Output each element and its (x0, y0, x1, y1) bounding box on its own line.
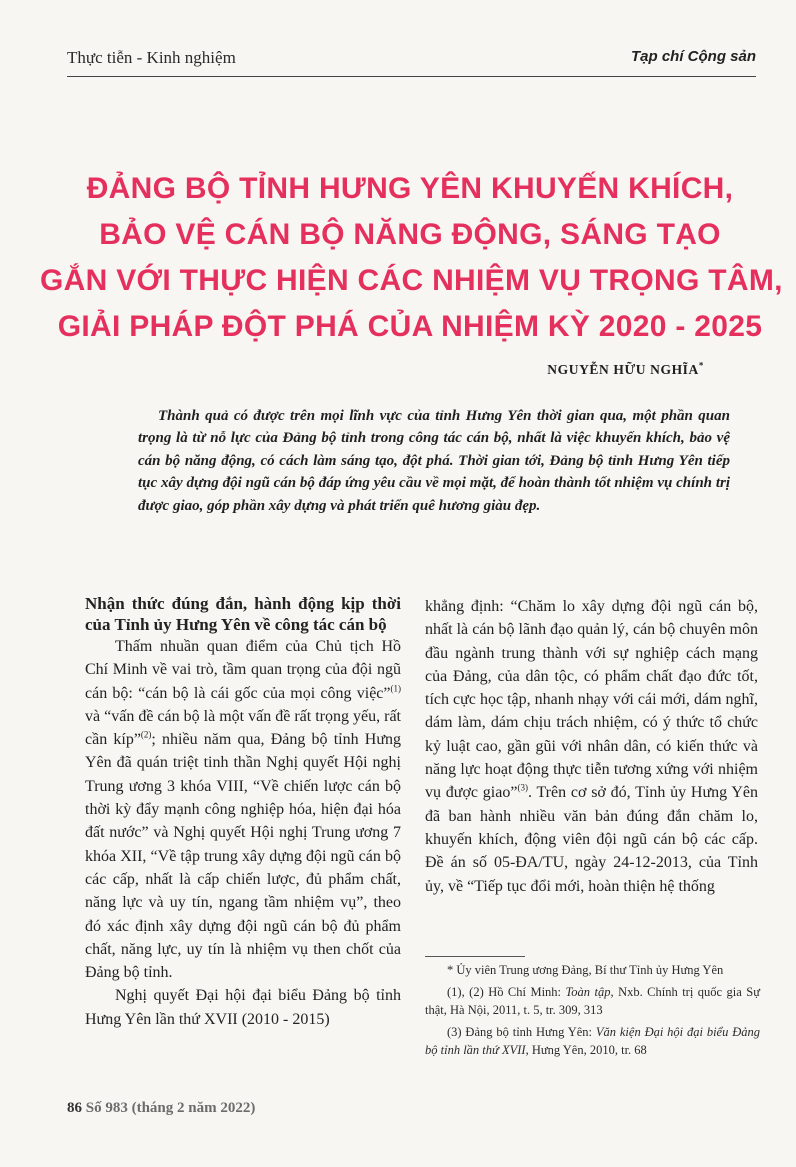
footnote-ref: (3) (517, 783, 528, 794)
section-heading: Nhận thức đúng đắn, hành động kịp thời của Tỉnh ủy Hưng Yên về công tác cán bộ (85, 594, 401, 634)
text-run: , Nxb. Chính trị quốc gia Sự thật, Hà Nội, 2011, t. 5, tr. 309, 313 (425, 985, 760, 1017)
footnote-ref: (1) (390, 683, 401, 694)
issue-info: Số 983 (tháng 2 năm 2022) (85, 1100, 256, 1116)
footnote-ref: (2) (140, 729, 152, 740)
cited-title: Văn kiện Đại hội đại biểu Đảng bộ tỉnh lần thứ XVII (425, 1025, 760, 1057)
header-divider (67, 76, 756, 77)
right-column (425, 595, 758, 898)
text-run: Thấm nhuần quan điểm của Chủ tịch Hồ Chí Minh về vai trò, tầm quan trọng của đội ngũ cán bộ: “cán bộ là cái gốc của mọi công việc” (85, 638, 401, 702)
text-run: khẳng định: “Chăm lo xây dựng đội ngũ cán bộ, nhất là cán bộ lãnh đạo quản lý, cán bộ chuyên môn đầu ngành trung thành với sự nghiệp cách mạng của Đảng, của dân tộc, có phẩm chất đạo đức tốt, tích cực học tập, nhanh nhạy với cái mới, dám nghĩ, dám làm, dám chịu trách nhiệm, có ý thức tổ chức kỷ luật cao, gần gũi với nhân dân, có kiến thức và năng lực hoạt động thực tiễn tương xứng với nhiệm vụ được giao” (425, 598, 758, 802)
footnote-divider (425, 956, 525, 957)
abstract-text: Thành quả có được trên mọi lĩnh vực của tỉnh Hưng Yên thời gian qua, một phần quan trọng là từ nỗ lực của Đảng bộ tỉnh trong công tác cán bộ, nhất là việc khuyến khích, bảo vệ cán bộ năng động, có cách làm sáng tạo, đột phá. Thời gian tới, Đảng bộ tỉnh Hưng Yên tiếp tục xây dựng đội ngũ cán bộ đáp ứng yêu cầu về mọi mặt, để hoàn thành tốt nhiệm vụ chính trị được giao, góp phần xây dựng và phát triển quê hương giàu đẹp. (138, 408, 730, 514)
title-line: GẮN VỚI THỰC HIỆN CÁC NHIỆM VỤ TRỌNG TÂM, (40, 264, 783, 297)
title-line: BẢO VỆ CÁN BỘ NĂNG ĐỘNG, SÁNG TẠO (99, 218, 721, 251)
page-number: 86 (67, 1100, 82, 1116)
author-name: NGUYỄN HỮU NGHĨA (547, 362, 699, 377)
section-label: Thực tiễn - Kinh nghiệm (67, 48, 236, 67)
footnotes (425, 961, 760, 1063)
text-run: (1), (2) Hồ Chí Minh: (447, 985, 566, 999)
text-run: và “vấn đề cán bộ là một vấn đề rất trọng yếu, rất cần kíp” (85, 707, 401, 749)
text-run: (3) Đảng bộ tỉnh Hưng Yên: (447, 1025, 596, 1039)
cited-title: Toàn tập (565, 985, 611, 999)
author-footnote-mark: * (698, 360, 704, 371)
abstract (138, 405, 730, 517)
left-column (85, 593, 401, 1031)
title-line: GIẢI PHÁP ĐỘT PHÁ CỦA NHIỆM KỲ 2020 - 2025 (57, 310, 763, 343)
footnote: * Ủy viên Trung ương Đảng, Bí thư Tỉnh ủy Hưng Yên (447, 963, 724, 977)
body-paragraph (425, 595, 758, 898)
footnote (425, 1023, 760, 1059)
journal-name: Tạp chí Cộng sản (630, 48, 756, 65)
page-footer (67, 1100, 255, 1117)
footnote (425, 983, 760, 1019)
article-title (40, 166, 783, 350)
title-line: ĐẢNG BỘ TỈNH HƯNG YÊN KHUYẾN KHÍCH, (86, 172, 734, 205)
text-run: ; nhiều năm qua, Đảng bộ tỉnh Hưng Yên đã quán triệt tinh thần Nghị quyết Hội nghị Trung ương 3 khóa VIII, “Về chiến lược cán bộ thời kỳ đẩy mạnh công nghiệp hóa, hiện đại hóa đất nước” và Nghị quyết Hội nghị Trung ương 7 khóa XII, “Về tập trung xây dựng đội ngũ cán bộ các cấp, nhất là cấp chiến lược, đủ phẩm chất, năng lực và uy tín, ngang tầm nhiệm vụ”, theo đó xác định xây dựng đội ngũ cán bộ đủ phẩm chất, năng lực, uy tín là nhiệm vụ then chốt của Đảng bộ tỉnh. (85, 731, 401, 982)
body-paragraph: Nghị quyết Đại hội đại biểu Đảng bộ tỉnh Hưng Yên lần thứ XVII (2010 - 2015) (85, 987, 401, 1028)
text-run: . Trên cơ sở đó, Tỉnh ủy Hưng Yên đã ban hành nhiều văn bản đúng đắn chăm lo, khuyến khích, động viên đội ngũ cán bộ các cấp. Đề án số 05-ĐA/TU, ngày 24-12-2013, của Tỉnh ủy, về “Tiếp tục đổi mới, hoàn thiện hệ thống (425, 784, 758, 895)
body-paragraph (85, 635, 401, 984)
text-run: , Hưng Yên, 2010, tr. 68 (525, 1043, 647, 1057)
author-byline (547, 362, 704, 378)
